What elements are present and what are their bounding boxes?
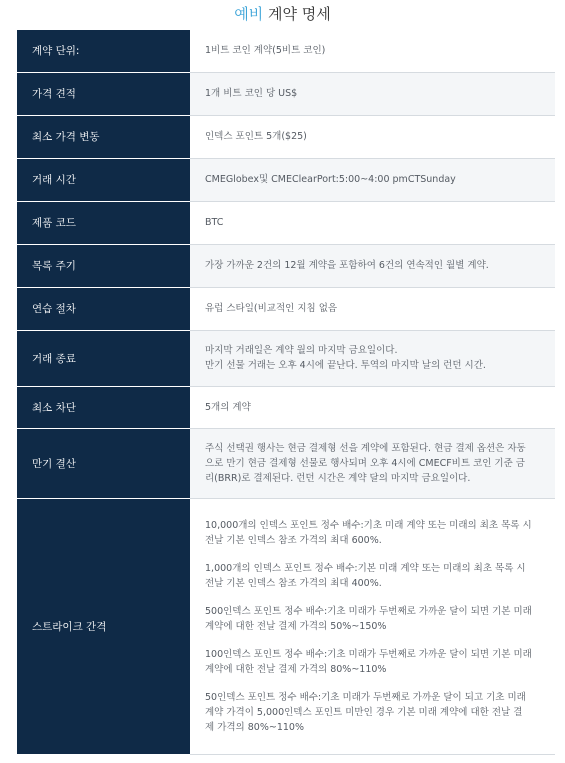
value-line: 유럽 스타일(비교적인 지침 없음	[205, 303, 338, 314]
value-line: 전날 기본 인덱스 참조 가격의 최대 400%.	[205, 577, 382, 589]
table-row	[17, 244, 555, 287]
page-title	[0, 0, 565, 28]
row-value	[190, 428, 555, 498]
value-line: 1,000개의 인덱스 포인트 정수 배수:기본 미래 계약 또는 미래의 최초 목록 시	[205, 562, 526, 574]
row-value	[190, 330, 555, 386]
row-label: 연습 절차	[17, 287, 190, 330]
row-label: 목록 주기	[17, 244, 190, 287]
row-label: 최소 차단	[17, 386, 190, 428]
title-rest: 계약 명세	[263, 5, 331, 23]
row-value	[190, 72, 555, 115]
value-line: 만기 선물 거래는 오후 4시에 끝난다. 투역의 마지막 날의 런던 시간.	[205, 360, 486, 371]
row-label: 제품 코드	[17, 201, 190, 244]
table-row	[17, 30, 555, 72]
table-row	[17, 72, 555, 115]
value-line: 마지막 거래일은 계약 월의 마지막 금요일이다.	[205, 345, 398, 356]
value-line: 가장 가까운 2건의 12월 계약을 포함하여 6건의 연속적인 월별 계약.	[205, 260, 489, 271]
table-row	[17, 498, 555, 754]
row-label: 가격 견적	[17, 72, 190, 115]
table-row	[17, 386, 555, 428]
row-value	[190, 30, 555, 72]
row-value	[190, 201, 555, 244]
value-line: 1비트 코인 계약(5비트 코인)	[205, 45, 326, 57]
table-row	[17, 287, 555, 330]
row-label: 만기 결산	[17, 428, 190, 498]
row-label: 계약 단위:	[17, 30, 190, 72]
table-row	[17, 428, 555, 498]
row-label: 스트라이크 간격	[17, 498, 190, 754]
value-line: 계약에 대한 전날 결제 가격의 50%~150%	[205, 620, 387, 632]
row-label: 거래 시간	[17, 158, 190, 201]
value-line: 계약 가격이 5,000인덱스 포인트 미만인 경우 기본 미래 계약에 대한 전날 결	[205, 706, 523, 718]
row-value	[190, 498, 555, 754]
table-row	[17, 201, 555, 244]
row-value	[190, 287, 555, 330]
table-row	[17, 158, 555, 201]
value-line: 계약에 대한 전날 결제 가격의 80%~110%	[205, 663, 387, 675]
value-line: 리(BRR)로 결제된다. 런던 시간은 계약 달의 마지막 금요일이다.	[205, 472, 471, 484]
value-line: CMEGlobex및 CMEClearPort:5:00~4:00 pmCTSunday	[205, 174, 456, 185]
value-line: 50인덱스 포인트 정수 배수:기초 미래가 두번째로 가까운 달이 되고 기초 미래	[205, 691, 526, 703]
value-line: 10,000개의 인덱스 포인트 정수 배수:기초 미래 계약 또는 미래의 최초 목록 시	[205, 519, 532, 531]
table-row	[17, 330, 555, 386]
row-value	[190, 386, 555, 428]
row-label: 거래 종료	[17, 330, 190, 386]
value-line: 주식 선택권 행사는 현금 결제형 선을 계약에 포함된다. 현금 결제 옵션은 자동	[205, 442, 526, 454]
value-line: 5개의 계약	[205, 401, 251, 413]
row-label: 최소 가격 변동	[17, 115, 190, 158]
row-value	[190, 115, 555, 158]
value-line: 인덱스 포인트 5개($25)	[205, 131, 307, 142]
row-value	[190, 244, 555, 287]
row-value	[190, 158, 555, 201]
value-line: 으로 만기 현금 결제형 선물로 행사되며 오후 4시에 CMECF비트 코인 기준 금	[205, 457, 525, 469]
value-line: 100인덱스 포인트 정수 배수:기초 미래가 두번째로 가까운 달이 되면 기본 미래	[205, 648, 532, 660]
value-line: 제 가격의 80%~110%	[205, 721, 304, 733]
value-line: 1개 비트 코인 당 US$	[205, 88, 298, 99]
value-line: 전날 기본 인덱스 참조 가격의 최대 600%.	[205, 534, 382, 546]
value-line: BTC	[205, 217, 224, 228]
title-accent: 예비	[234, 5, 264, 23]
value-line: 500인덱스 포인트 정수 배수:기초 미래가 두번째로 가까운 달이 되면 기본 미래	[205, 605, 532, 617]
table-row	[17, 115, 555, 158]
spec-table	[17, 30, 555, 755]
